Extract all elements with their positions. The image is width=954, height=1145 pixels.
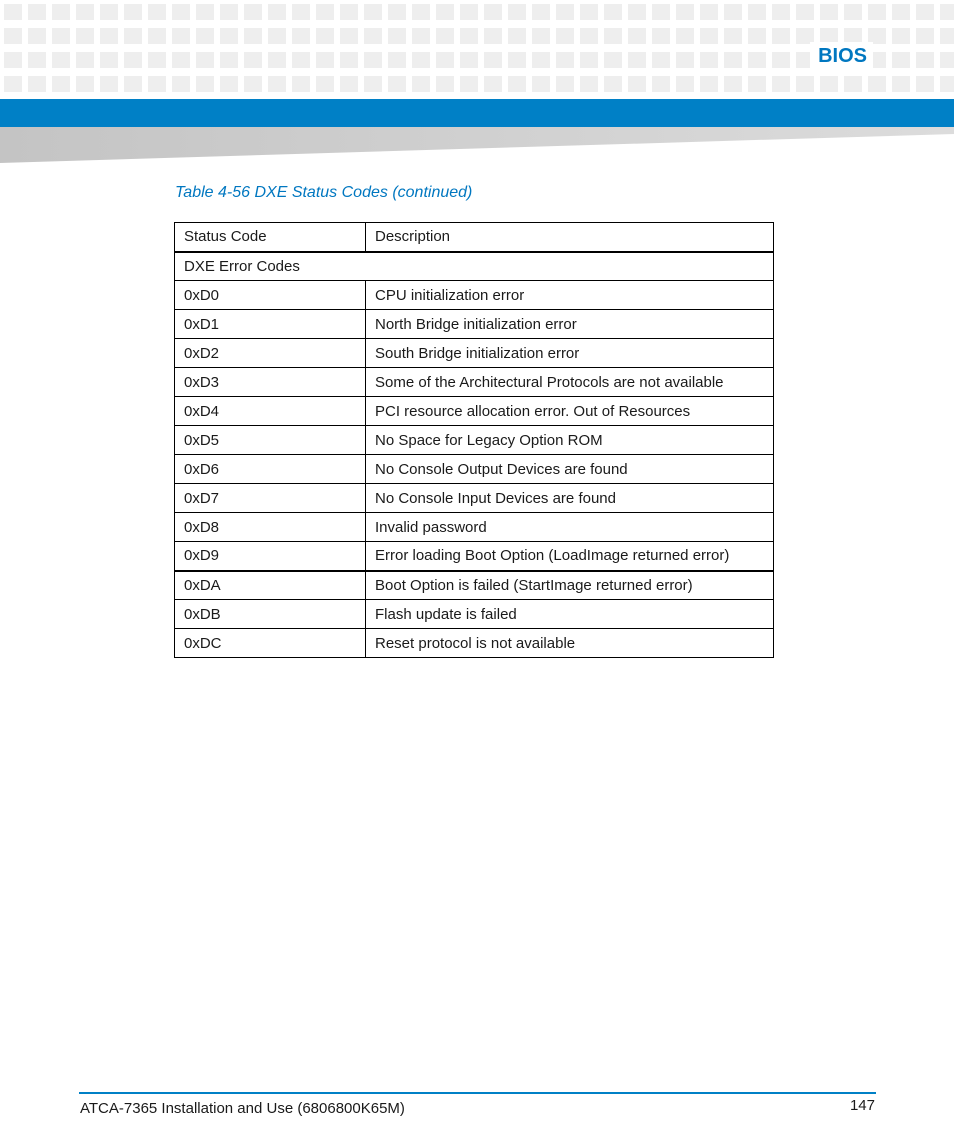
table-row	[175, 571, 774, 600]
description-cell: No Console Input Devices are found	[366, 484, 774, 513]
group-label: DXE Error Codes	[175, 252, 774, 281]
description-cell: North Bridge initialization error	[366, 310, 774, 339]
description-cell: No Console Output Devices are found	[366, 455, 774, 484]
description-cell: Flash update is failed	[366, 600, 774, 629]
status-code-cell: 0xDC	[175, 629, 366, 658]
table-row	[175, 455, 774, 484]
description-cell: PCI resource allocation error. Out of Resources	[366, 397, 774, 426]
status-code-cell: 0xD7	[175, 484, 366, 513]
status-code-cell: 0xD0	[175, 281, 366, 310]
footer-document-title: ATCA-7365 Installation and Use (6806800K65M)	[80, 1100, 405, 1117]
status-codes-table	[174, 222, 774, 658]
description-cell: Boot Option is failed (StartImage returned error)	[366, 571, 774, 600]
column-header-description: Description	[366, 223, 774, 252]
status-code-cell: 0xDA	[175, 571, 366, 600]
status-code-cell: 0xD5	[175, 426, 366, 455]
table-row	[175, 629, 774, 658]
footer-divider	[79, 1092, 876, 1094]
status-code-cell: 0xD4	[175, 397, 366, 426]
table-row	[175, 542, 774, 571]
status-code-cell: 0xD6	[175, 455, 366, 484]
table-row	[175, 513, 774, 542]
table-row	[175, 600, 774, 629]
description-cell: South Bridge initialization error	[366, 339, 774, 368]
table-group-row	[175, 252, 774, 281]
table-row	[175, 339, 774, 368]
status-code-cell: 0xD9	[175, 542, 366, 571]
description-cell: No Space for Legacy Option ROM	[366, 426, 774, 455]
table-caption: Table 4-56 DXE Status Codes (continued)	[175, 184, 473, 201]
header-blue-band	[0, 99, 954, 127]
status-code-cell: 0xD3	[175, 368, 366, 397]
table-row	[175, 310, 774, 339]
status-code-cell: 0xD8	[175, 513, 366, 542]
status-code-cell: 0xDB	[175, 600, 366, 629]
header-grey-wedge	[0, 127, 954, 163]
description-cell: CPU initialization error	[366, 281, 774, 310]
column-header-status-code: Status Code	[175, 223, 366, 252]
table-row	[175, 426, 774, 455]
table-row	[175, 397, 774, 426]
status-code-cell: 0xD2	[175, 339, 366, 368]
table-row	[175, 484, 774, 513]
table-header-row	[175, 223, 774, 252]
section-title: BIOS	[810, 42, 873, 70]
description-cell: Invalid password	[366, 513, 774, 542]
table-row	[175, 281, 774, 310]
status-code-cell: 0xD1	[175, 310, 366, 339]
description-cell: Some of the Architectural Protocols are not available	[366, 368, 774, 397]
description-cell: Reset protocol is not available	[366, 629, 774, 658]
table-row	[175, 368, 774, 397]
description-cell: Error loading Boot Option (LoadImage returned error)	[366, 542, 774, 571]
page-number: 147	[849, 1097, 875, 1114]
